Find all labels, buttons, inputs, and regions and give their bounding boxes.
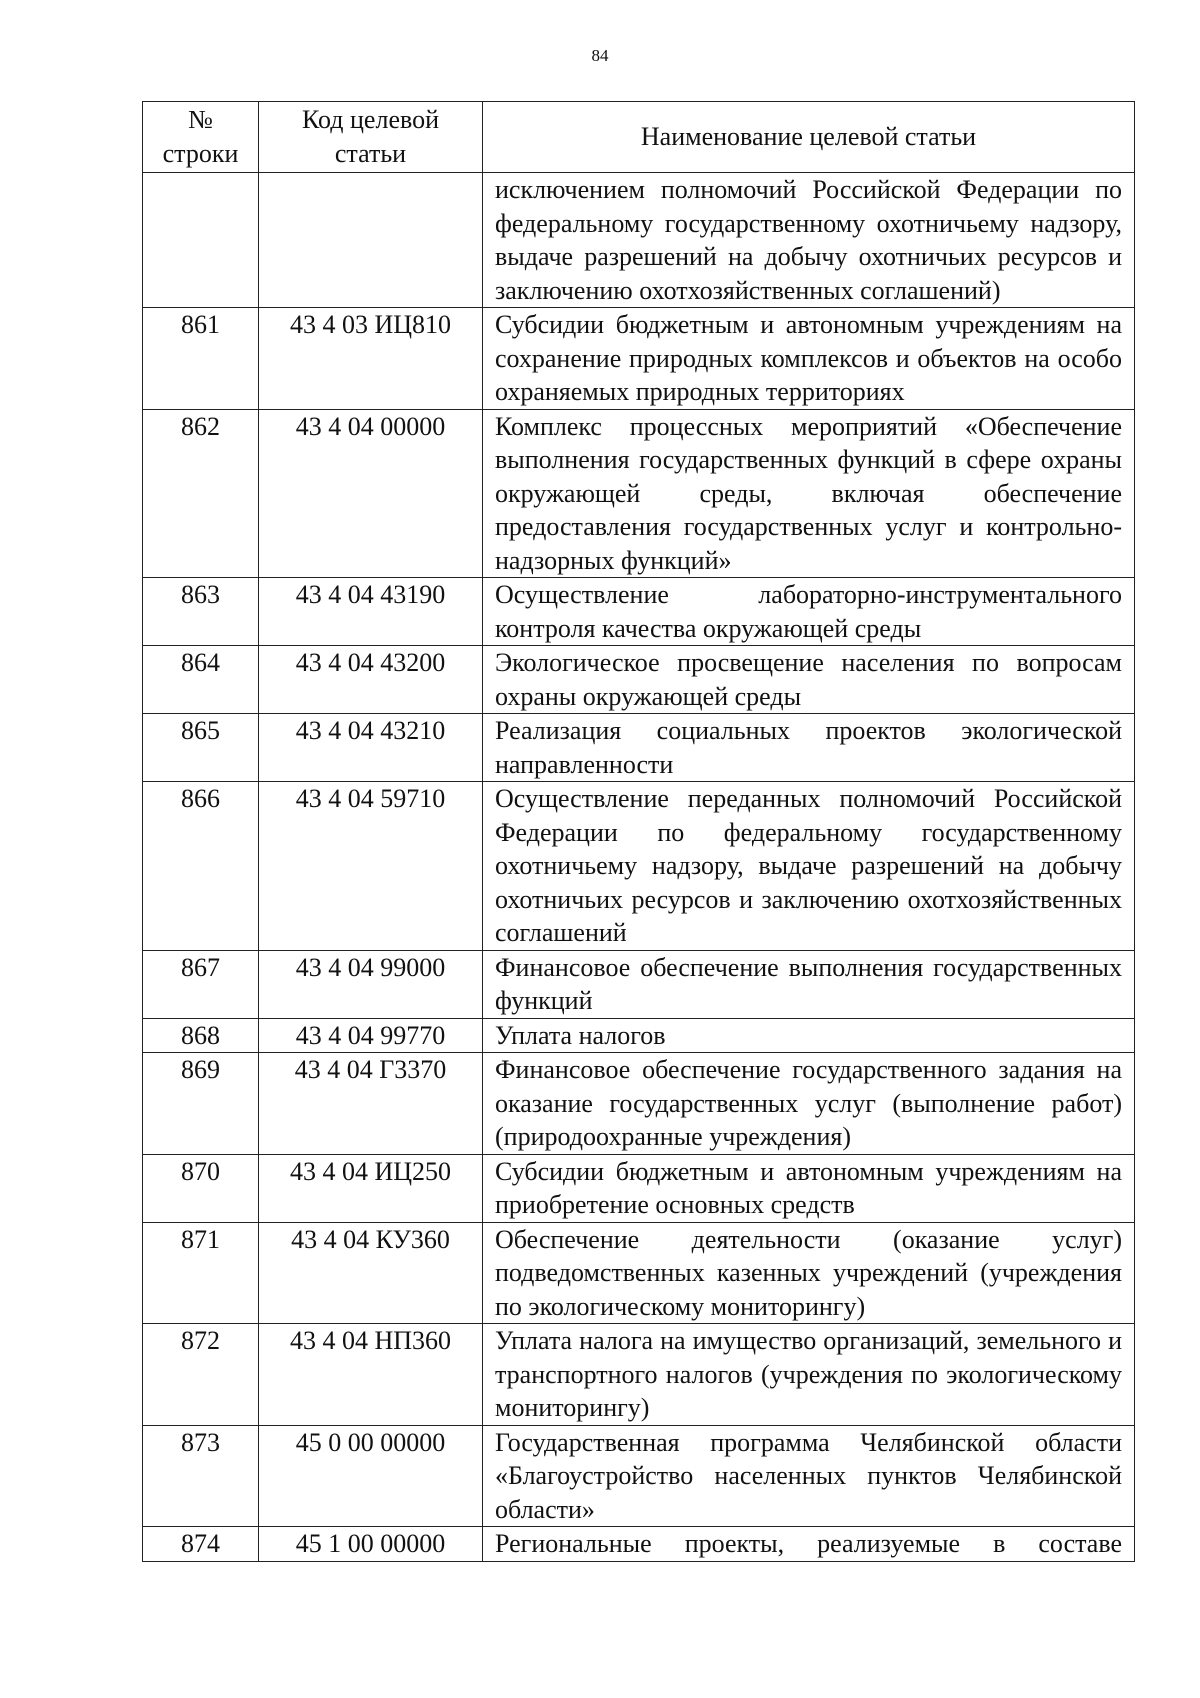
row-code: 43 4 04 00000 [259, 409, 483, 578]
table-row [143, 714, 1135, 782]
table-row [143, 950, 1135, 1018]
row-code: 43 4 04 Г3370 [259, 1053, 483, 1155]
row-name: Обеспечение деятельности (оказание услуг) подведомственных казенных учреждений (учреждения по экологическому мониторингу) [483, 1222, 1135, 1324]
row-code: 45 0 00 00000 [259, 1425, 483, 1527]
row-code: 43 4 04 КУ360 [259, 1222, 483, 1324]
row-name: Финансовое обеспечение выполнения государственных функций [483, 950, 1135, 1018]
row-number [143, 173, 259, 308]
row-number: 862 [143, 409, 259, 578]
row-name: Финансовое обеспечение государственного задания на оказание государственных услуг (выполнение работ) (природоохранные учреждения) [483, 1053, 1135, 1155]
table-row [143, 308, 1135, 410]
row-code: 43 4 04 59710 [259, 782, 483, 951]
row-number: 865 [143, 714, 259, 782]
table-row [143, 1154, 1135, 1222]
header-name: Наименование целевой статьи [483, 102, 1135, 173]
row-name: исключением полномочий Российской Федерации по федеральному государственному охотничьему надзору, выдаче разрешений на добычу охотничьих ресурсов и заключению охотхозяйственных соглашений) [483, 173, 1135, 308]
row-name: Субсидии бюджетным и автономным учреждениям на приобретение основных средств [483, 1154, 1135, 1222]
row-number: 868 [143, 1018, 259, 1053]
row-number: 874 [143, 1527, 259, 1562]
target-articles-table [142, 101, 1135, 1562]
table-row [143, 1324, 1135, 1426]
row-code [259, 173, 483, 308]
table-row [143, 409, 1135, 578]
table-row [143, 782, 1135, 951]
row-number: 861 [143, 308, 259, 410]
page-number: 84 [591, 46, 609, 65]
row-number: 873 [143, 1425, 259, 1527]
row-code: 43 4 04 НП360 [259, 1324, 483, 1426]
table-row [143, 1222, 1135, 1324]
row-name: Осуществление лабораторно-инструментального контроля качества окружающей среды [483, 578, 1135, 646]
row-number: 869 [143, 1053, 259, 1155]
row-name: Субсидии бюджетным и автономным учреждениям на сохранение природных комплексов и объектов на особо охраняемых природных территориях [483, 308, 1135, 410]
header-code: Код целевой статьи [259, 102, 483, 173]
row-name: Региональные проекты, реализуемые в составе [483, 1527, 1135, 1562]
row-number: 867 [143, 950, 259, 1018]
header-row-number: № строки [143, 102, 259, 173]
row-number: 864 [143, 646, 259, 714]
row-code: 45 1 00 00000 [259, 1527, 483, 1562]
table-row [143, 1018, 1135, 1053]
table-row [143, 173, 1135, 308]
row-name: Экологическое просвещение населения по вопросам охраны окружающей среды [483, 646, 1135, 714]
row-code: 43 4 04 43200 [259, 646, 483, 714]
row-name: Уплата налогов [483, 1018, 1135, 1053]
table-row [143, 1425, 1135, 1527]
row-name: Осуществление переданных полномочий Российской Федерации по федеральному государственному охотничьему надзору, выдаче разрешений на добычу охотничьих ресурсов и заключению охотхозяйственных соглашений [483, 782, 1135, 951]
row-name: Комплекс процессных мероприятий «Обеспечение выполнения государственных функций в сфере охраны окружающей среды, включая обеспечение предоставления государственных услуг и контрольно-надзорных функций» [483, 409, 1135, 578]
row-number: 871 [143, 1222, 259, 1324]
table-row [143, 578, 1135, 646]
table-row [143, 1053, 1135, 1155]
table-row [143, 1527, 1135, 1562]
row-code: 43 4 04 99770 [259, 1018, 483, 1053]
row-code: 43 4 04 99000 [259, 950, 483, 1018]
table-header-row [143, 102, 1135, 173]
row-number: 866 [143, 782, 259, 951]
row-name: Реализация социальных проектов экологической направленности [483, 714, 1135, 782]
row-number: 863 [143, 578, 259, 646]
row-name: Государственная программа Челябинской области «Благоустройство населенных пунктов Челябинской области» [483, 1425, 1135, 1527]
row-number: 872 [143, 1324, 259, 1426]
row-code: 43 4 04 43190 [259, 578, 483, 646]
row-code: 43 4 03 ИЦ810 [259, 308, 483, 410]
row-code: 43 4 04 ИЦ250 [259, 1154, 483, 1222]
table-row [143, 646, 1135, 714]
row-number: 870 [143, 1154, 259, 1222]
row-name: Уплата налога на имущество организаций, земельного и транспортного налогов (учреждения по экологическому мониторингу) [483, 1324, 1135, 1426]
row-code: 43 4 04 43210 [259, 714, 483, 782]
